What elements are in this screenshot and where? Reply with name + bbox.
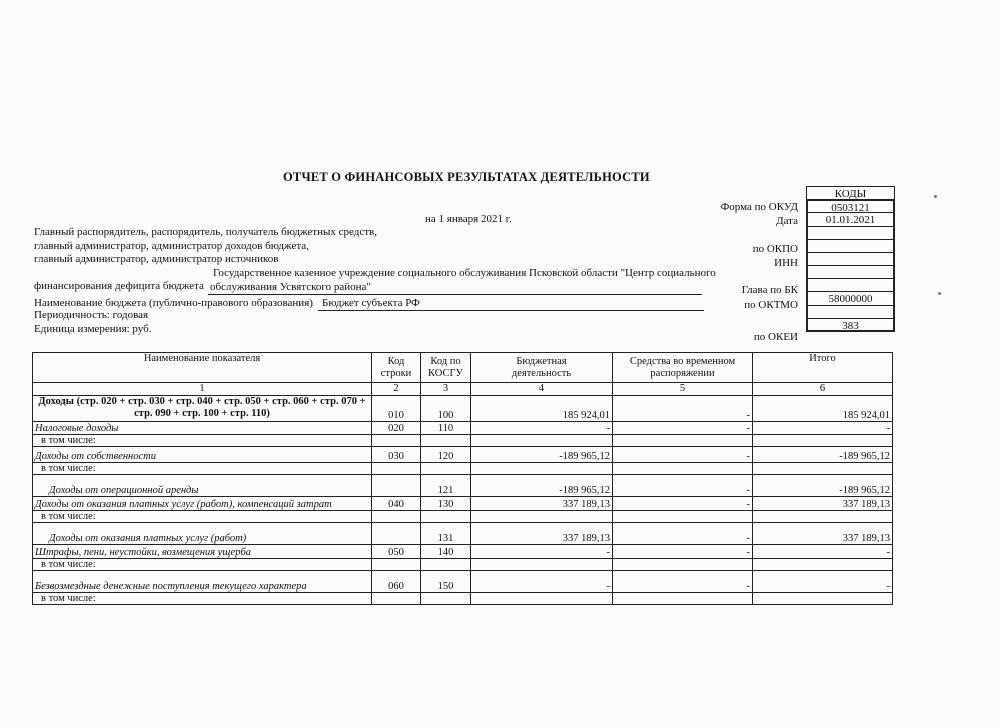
financial-results-table (32, 352, 893, 605)
row-kosgu: 131 (421, 523, 471, 545)
row-kosgu: 140 (421, 545, 471, 559)
row-temp: - (613, 447, 753, 463)
header-code-line-2: строки (380, 367, 412, 379)
row-budget: - (471, 422, 613, 435)
row-temp (613, 593, 753, 605)
okei-value: 383 (806, 318, 895, 332)
table-row (33, 571, 893, 593)
header-total: Итого (753, 353, 893, 383)
table-row (33, 545, 893, 559)
header-line-1: Главный распорядитель, распорядитель, получатель бюджетных средств, (34, 226, 377, 238)
header-budget (471, 353, 613, 383)
table-row (33, 422, 893, 435)
row-name: в том числе: (33, 463, 372, 475)
row-code: 030 (372, 447, 421, 463)
row-total: 337 189,13 (753, 523, 893, 545)
column-number-row (33, 383, 893, 396)
column-number: 2 (372, 383, 421, 396)
periodicity: Периодичность: годовая (34, 309, 149, 321)
row-temp (613, 511, 753, 523)
row-temp: - (613, 475, 753, 497)
row-code: 050 (372, 545, 421, 559)
unit-of-measure: Единица измерения: руб. (34, 323, 152, 335)
budget-name-value: Бюджет субъекта РФ (318, 297, 704, 311)
row-code (372, 511, 421, 523)
row-kosgu (421, 435, 471, 447)
row-total: 185 924,01 (753, 396, 893, 422)
header-kosgu (421, 353, 471, 383)
row-name: Доходы от операционной аренды (33, 475, 372, 497)
header-kosgu-line-2: КОСГУ (428, 367, 463, 379)
row-total (753, 593, 893, 605)
budget-name-label: Наименование бюджета (публично-правового образования) (34, 297, 313, 309)
row-code (372, 435, 421, 447)
date-value: 01.01.2021 (806, 212, 895, 227)
header-line-2: главный администратор, администратор доходов бюджета, (34, 240, 309, 252)
row-code: 060 (372, 571, 421, 593)
row-total (753, 511, 893, 523)
row-budget: - (471, 571, 613, 593)
column-number: 3 (421, 383, 471, 396)
row-temp (613, 435, 753, 447)
table-header-row (33, 353, 893, 383)
row-total: - (753, 571, 893, 593)
table-row (33, 559, 893, 571)
row-kosgu (421, 559, 471, 571)
row-total (753, 463, 893, 475)
row-code (372, 559, 421, 571)
codes-box (806, 186, 895, 332)
row-name: Доходы от собственности (33, 447, 372, 463)
row-budget: -189 965,12 (471, 475, 613, 497)
row-kosgu (421, 511, 471, 523)
okpo-label: по ОКПО (752, 243, 798, 255)
report-title: ОТЧЕТ О ФИНАНСОВЫХ РЕЗУЛЬТАТАХ ДЕЯТЕЛЬНОСТИ (283, 170, 650, 184)
row-code (372, 463, 421, 475)
row-name: Доходы (стр. 020 + стр. 030 + стр. 040 + стр. 050 + стр. 060 + стр. 070 + стр. 090 + стр. 100 + стр. 110) (33, 396, 372, 422)
row-temp: - (613, 523, 753, 545)
column-number: 5 (613, 383, 753, 396)
row-kosgu: 130 (421, 497, 471, 511)
row-name: в том числе: (33, 511, 372, 523)
header-budget-line-2: деятельность (511, 367, 572, 379)
row-total (753, 435, 893, 447)
table-row (33, 435, 893, 447)
table-row (33, 523, 893, 545)
row-budget (471, 559, 613, 571)
header-line-4: финансирования дефицита бюджета (34, 280, 204, 292)
blank-code-2 (806, 265, 895, 279)
column-number: 4 (471, 383, 613, 396)
row-code: 020 (372, 422, 421, 435)
row-total: - (753, 545, 893, 559)
table-row (33, 475, 893, 497)
row-budget: 337 189,13 (471, 497, 613, 511)
inn-value (806, 252, 895, 266)
row-name: в том числе: (33, 435, 372, 447)
row-kosgu: 110 (421, 422, 471, 435)
table-row (33, 463, 893, 475)
row-name: в том числе: (33, 559, 372, 571)
row-budget (471, 511, 613, 523)
report-date-line: на 1 января 2021 г. (425, 213, 512, 225)
row-total: -189 965,12 (753, 475, 893, 497)
header-temp (613, 353, 753, 383)
okei-label: по ОКЕИ (753, 331, 798, 343)
row-kosgu (421, 463, 471, 475)
header-code (372, 353, 421, 383)
scan-speck (934, 195, 937, 198)
row-total: -189 965,12 (753, 447, 893, 463)
row-kosgu (421, 593, 471, 605)
row-temp: - (613, 571, 753, 593)
header-line-3: главный администратор, администратор источников (34, 253, 279, 265)
oktmo-label: по ОКТМО (744, 299, 798, 311)
header-code-line-1: Код (387, 355, 405, 367)
header-temp-line-1: Средства во временном (629, 355, 736, 367)
header-temp-line-2: распоряжении (650, 367, 715, 379)
okpo-value (806, 239, 895, 253)
date-label: Дата (776, 215, 798, 227)
row-budget: 185 924,01 (471, 396, 613, 422)
bk-label: Глава по БК (741, 284, 798, 296)
row-name: Безвозмездные денежные поступления текущего характера (33, 571, 372, 593)
row-total (753, 559, 893, 571)
blank-code-1 (806, 226, 895, 240)
bk-value (806, 278, 895, 292)
row-code (372, 593, 421, 605)
row-budget: - (471, 545, 613, 559)
row-name: Доходы от оказания платных услуг (работ) (33, 523, 372, 545)
row-kosgu: 121 (421, 475, 471, 497)
row-code (372, 475, 421, 497)
row-budget (471, 435, 613, 447)
row-temp: - (613, 422, 753, 435)
row-temp: - (613, 545, 753, 559)
row-temp (613, 559, 753, 571)
row-code (372, 523, 421, 545)
organization-name-line-1: Государственное казенное учреждение социального обслуживания Псковской области "Центр социального (213, 267, 716, 279)
organization-name-line-2: обслуживания Усвятского района" (208, 281, 702, 295)
row-budget: 337 189,13 (471, 523, 613, 545)
blank-code-3 (806, 305, 895, 319)
row-total: - (753, 422, 893, 435)
row-code: 010 (372, 396, 421, 422)
row-code: 040 (372, 497, 421, 511)
row-name: Доходы от оказания платных услуг (работ), компенсаций затрат (33, 497, 372, 511)
table-row (33, 593, 893, 605)
row-name: Штрафы, пени, неустойки, возмещения ущерба (33, 545, 372, 559)
column-number: 6 (753, 383, 893, 396)
header-name: Наименование показателя (33, 353, 372, 383)
table-row (33, 396, 893, 422)
table-row (33, 447, 893, 463)
row-temp: - (613, 396, 753, 422)
row-kosgu: 100 (421, 396, 471, 422)
row-temp (613, 463, 753, 475)
column-number: 1 (33, 383, 372, 396)
row-kosgu: 120 (421, 447, 471, 463)
row-budget (471, 593, 613, 605)
row-name: в том числе: (33, 593, 372, 605)
okud-label: Форма по ОКУД (720, 201, 798, 213)
oktmo-value: 58000000 (806, 291, 895, 306)
scan-speck (938, 292, 941, 295)
row-temp: - (613, 497, 753, 511)
codes-header: КОДЫ (806, 186, 895, 200)
row-budget: -189 965,12 (471, 447, 613, 463)
header-kosgu-line-1: Код по (430, 355, 461, 367)
table-row (33, 511, 893, 523)
row-kosgu: 150 (421, 571, 471, 593)
inn-label: ИНН (774, 257, 798, 269)
okud-value: 0503121 (806, 199, 895, 213)
table-row (33, 497, 893, 511)
header-budget-line-1: Бюджетная (516, 355, 567, 367)
row-budget (471, 463, 613, 475)
row-total: 337 189,13 (753, 497, 893, 511)
row-name: Налоговые доходы (33, 422, 372, 435)
